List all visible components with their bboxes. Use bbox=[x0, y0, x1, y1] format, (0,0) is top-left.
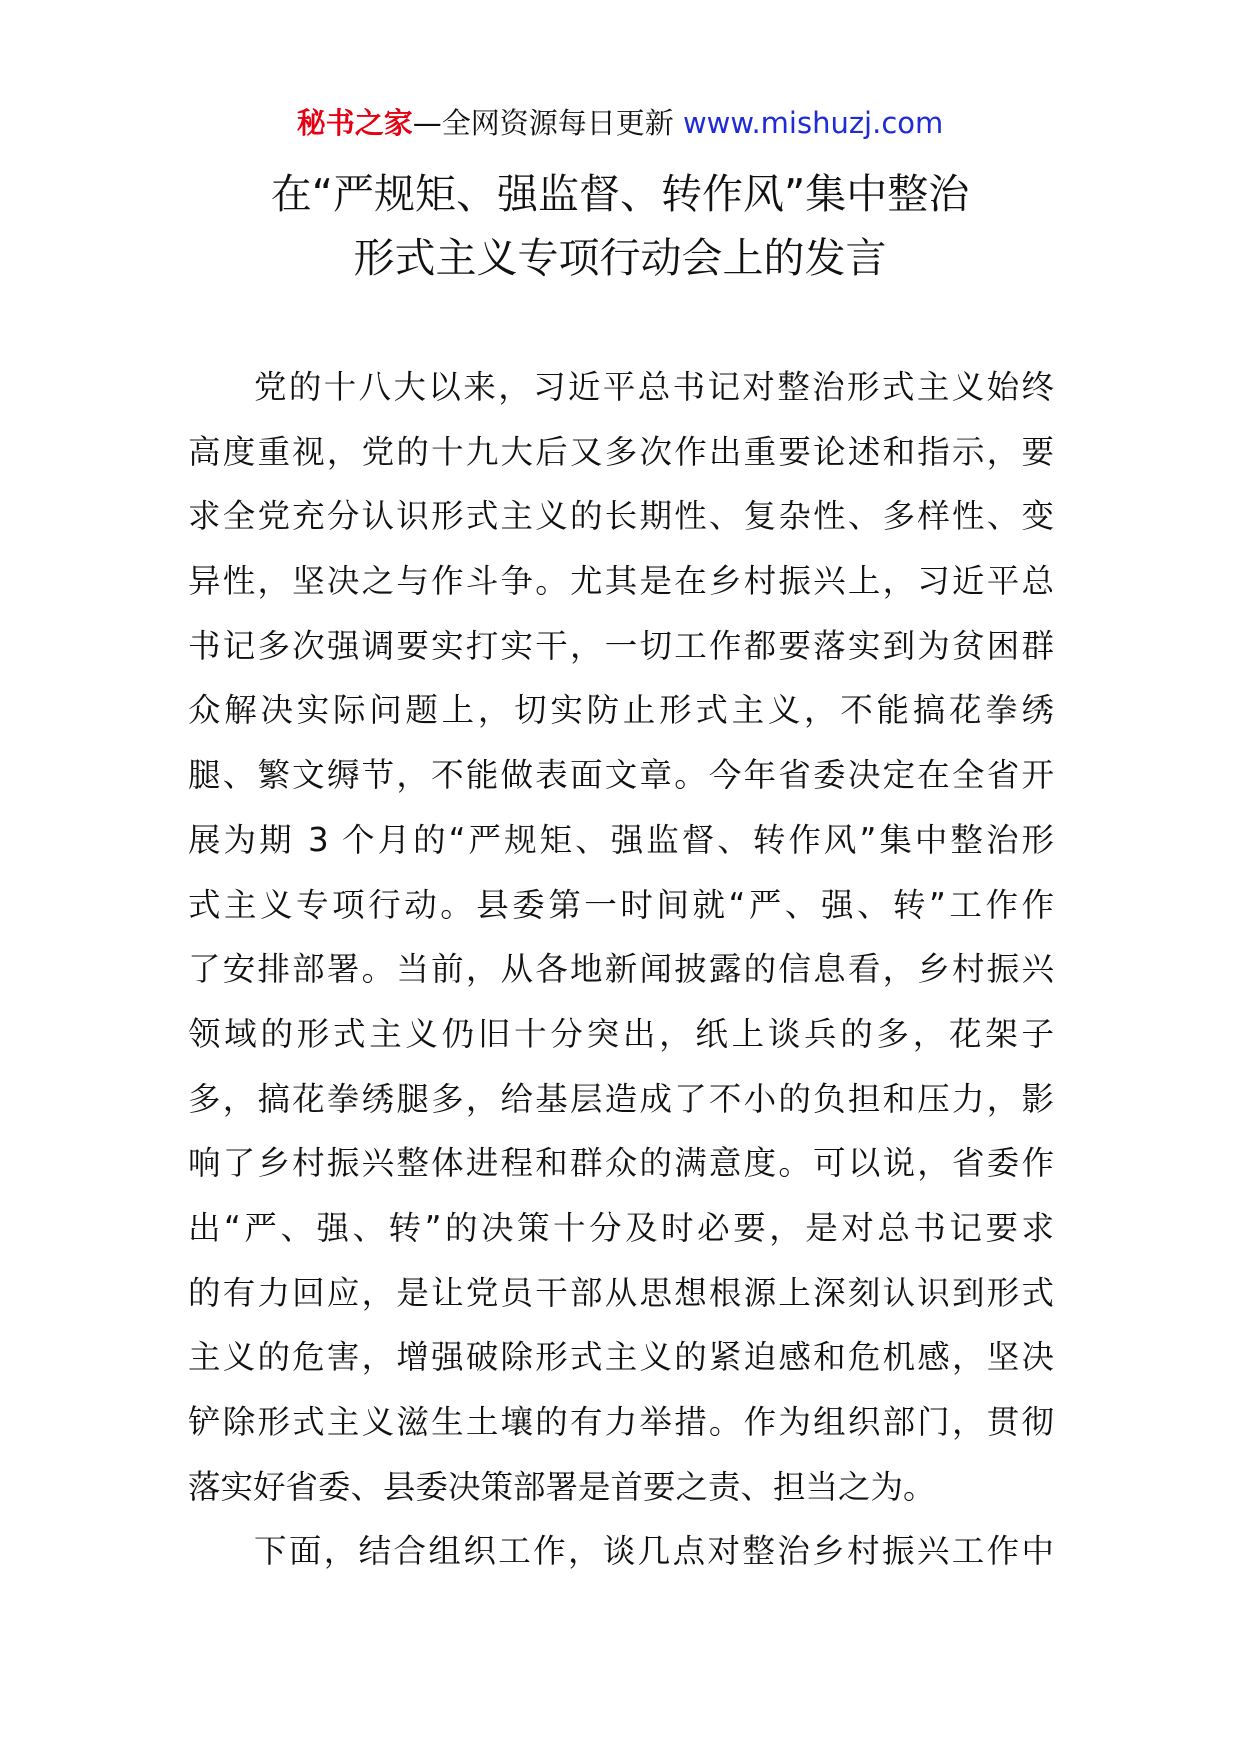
paragraph-line: 高度重视，党的十九大后又多次作出重要论述和指示，要 bbox=[188, 432, 1054, 471]
paragraph-line: 多，搞花拳绣腿多，给基层造成了不小的负担和压力，影 bbox=[188, 1079, 1054, 1118]
paragraph-line: 式主义专项行动。县委第一时间就“严、强、转”工作作 bbox=[188, 885, 1054, 924]
site-url-link[interactable]: www.mishuzj.com bbox=[682, 106, 944, 140]
paragraph-line: 书记多次强调要实打实干，一切工作都要落实到为贫困群 bbox=[188, 626, 1054, 665]
paragraph-line: 出“严、强、转”的决策十分及时必要，是对总书记要求 bbox=[188, 1208, 1054, 1247]
paragraph-line: 落实好省委、县委决策部署是首要之责、担当之为。 bbox=[188, 1467, 936, 1506]
document-title bbox=[150, 162, 1090, 290]
header-tagline: —全网资源每日更新 bbox=[412, 106, 683, 140]
paragraph-line: 求全党充分认识形式主义的长期性、复杂性、多样性、变 bbox=[188, 497, 1054, 536]
paragraph-line: 腿、繁文缛节，不能做表面文章。今年省委决定在全省开 bbox=[188, 756, 1054, 795]
paragraph-line: 领域的形式主义仍旧十分突出，纸上谈兵的多，花架子 bbox=[188, 1014, 1054, 1053]
paragraph-line: 了安排部署。当前，从各地新闻披露的信息看，乡村振兴 bbox=[188, 950, 1054, 989]
paragraph-line: 党的十八大以来，习近平总书记对整治形式主义始终 bbox=[254, 368, 1054, 406]
paragraph-line: 异性，坚决之与作斗争。尤其是在乡村振兴上，习近平总 bbox=[188, 562, 1054, 601]
brand-name: 秘书之家 bbox=[296, 106, 413, 140]
paragraph-line: 响了乡村振兴整体进程和群众的满意度。可以说，省委作 bbox=[188, 1144, 1054, 1183]
document-body bbox=[188, 355, 1054, 1584]
site-header bbox=[0, 103, 1240, 143]
title-line: 在“严规矩、强监督、转作风”集中整治 bbox=[270, 170, 970, 218]
paragraph-line: 众解决实际问题上，切实防止形式主义，不能搞花拳绣 bbox=[188, 691, 1054, 730]
paragraph-line: 展为期 3 个月的“严规矩、强监督、转作风”集中整治形 bbox=[188, 820, 1054, 859]
paragraph-line: 主义的危害，增强破除形式主义的紧迫感和危机感，坚决 bbox=[188, 1338, 1054, 1377]
title-line: 形式主义专项行动会上的发言 bbox=[353, 234, 887, 282]
paragraph-line: 的有力回应，是让党员干部从思想根源上深刻认识到形式 bbox=[188, 1273, 1054, 1312]
paragraph-line: 铲除形式主义滋生土壤的有力举措。作为组织部门，贯彻 bbox=[188, 1403, 1054, 1441]
paragraph-line: 下面，结合组织工作，谈几点对整治乡村振兴工作中 bbox=[254, 1532, 1054, 1571]
